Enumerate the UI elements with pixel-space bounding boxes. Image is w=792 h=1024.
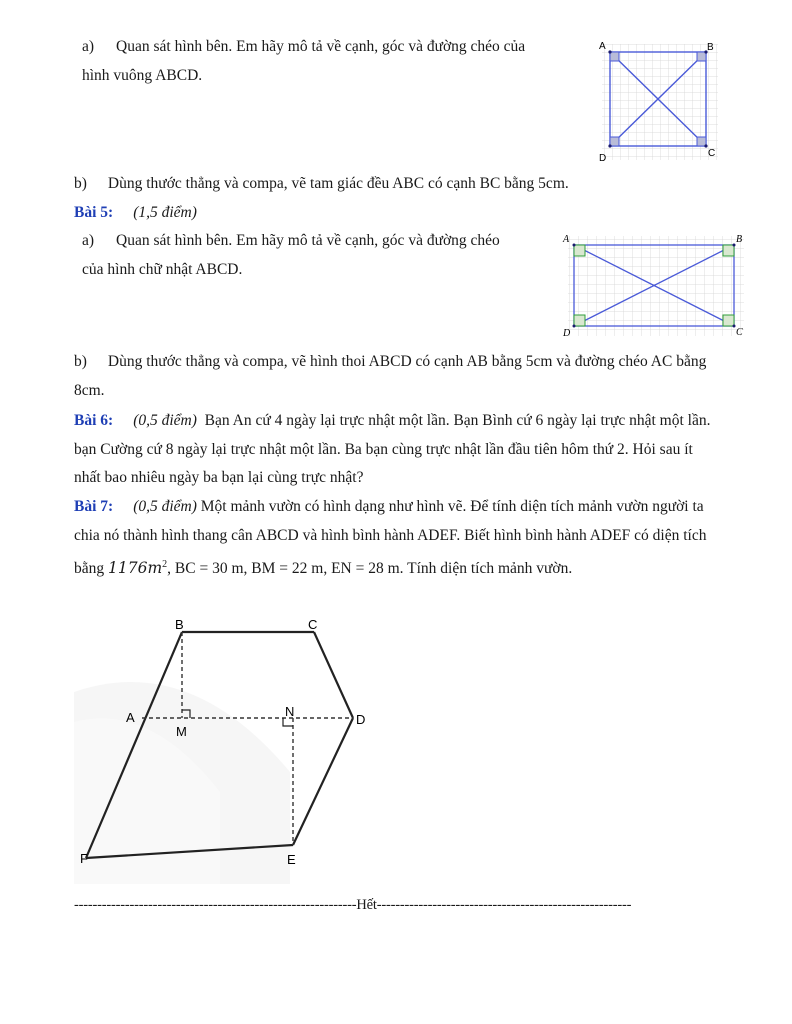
bai7-text-line1: Một mảnh vườn có hình dạng như hình vẽ. Để tính diện tích mảnh vườn người ta <box>200 498 704 515</box>
bai6-text-line1: Bạn An cứ 4 ngày lại trực nhật một lần. Bạn Bình cứ 6 ngày lại trực nhật một lần. <box>204 412 711 429</box>
end-word: Hết <box>356 897 377 913</box>
rectangle-figure <box>560 230 750 340</box>
bai7-line1 <box>74 497 704 517</box>
garden-label-d: D <box>356 712 366 727</box>
square-figure <box>596 36 724 166</box>
bai6-points: (0,5 điểm) <box>133 412 197 429</box>
q4a-line1 <box>82 37 525 57</box>
rect-label-a: A <box>563 234 570 245</box>
end-divider <box>74 895 631 915</box>
garden-label-a: A <box>126 710 135 725</box>
bai7-line2: chia nó thành hình thang cân ABCD và hình bình hành ADEF. Biết hình bình hành ADEF có diện tích <box>74 527 707 544</box>
bai7-text-line3-pre: bằng <box>74 560 109 578</box>
garden-label-f: F <box>80 851 88 866</box>
bai5b-line1 <box>74 352 706 372</box>
garden-label-n: N <box>285 704 295 719</box>
garden-label-m: M <box>176 724 187 739</box>
garden-label-c: C <box>308 617 318 632</box>
end-dashes-right: ------------------------------------------------------- <box>376 897 632 913</box>
square-label-d: D <box>599 153 607 164</box>
bai6-line1 <box>74 411 710 431</box>
bai7-points: (0,5 điểm) <box>133 498 197 515</box>
q4b-text: Dùng thước thẳng và compa, vẽ tam giác đều ABC có cạnh BC bằng 5cm. <box>107 175 569 192</box>
bai7-text-line3-post: , BC = 30 m, BM = 22 m, EN = 28 m. Tính diện tích mảnh vườn. <box>167 560 573 578</box>
bai7-label: Bài 7: <box>74 498 114 515</box>
bai7-area-exp: 2 <box>162 559 168 570</box>
square-label-b: B <box>707 42 714 53</box>
bai7-area-number: 1176 <box>108 559 148 578</box>
bai5a-text-line1: Quan sát hình bên. Em hãy mô tả về cạnh, góc và đường chéo <box>116 232 500 249</box>
garden-label-e: E <box>287 852 296 867</box>
bai5a-line1 <box>82 231 500 251</box>
bai5-heading <box>74 203 197 223</box>
bai7-area-var: m <box>147 559 163 578</box>
rect-label-c: C <box>736 327 743 338</box>
bai6-line3: nhất bao nhiêu ngày ba bạn lại cùng trực nhật? <box>74 469 364 486</box>
end-dashes-left: ------------------------------------------------------------- <box>74 897 357 913</box>
rect-label-d: D <box>563 328 571 339</box>
garden-figure <box>70 612 390 887</box>
bai5a-marker: a) <box>82 232 95 249</box>
bai5b-marker: b) <box>74 353 87 370</box>
garden-label-b: B <box>175 617 184 632</box>
square-label-c: C <box>708 148 716 159</box>
bai5b-line2: 8cm. <box>74 382 105 399</box>
bai5-points: (1,5 điểm) <box>133 204 197 221</box>
bai7-line3 <box>74 555 572 579</box>
q4b-marker: b) <box>74 175 87 192</box>
q4b-line <box>74 174 569 194</box>
q4a-line2: hình vuông ABCD. <box>82 67 203 84</box>
bai6-label: Bài 6: <box>74 412 114 429</box>
bai6-line2: bạn Cường cứ 8 ngày lại trực nhật một lần. Ba bạn cùng trực nhật lần đầu tiên hôm thứ 2. Hỏi sau ít <box>74 441 693 458</box>
rect-label-b: B <box>736 234 743 245</box>
bai5b-text-line1: Dùng thước thẳng và compa, vẽ hình thoi ABCD có cạnh AB bằng 5cm và đường chéo AC bằng <box>107 353 707 370</box>
square-label-a: A <box>599 41 606 52</box>
q4a-text-line1: Quan sát hình bên. Em hãy mô tả về cạnh, góc và đường chéo của <box>116 38 526 55</box>
q4a-marker: a) <box>82 38 95 55</box>
bai5a-line2: của hình chữ nhật ABCD. <box>82 261 243 278</box>
bai5-label: Bài 5: <box>74 204 114 221</box>
